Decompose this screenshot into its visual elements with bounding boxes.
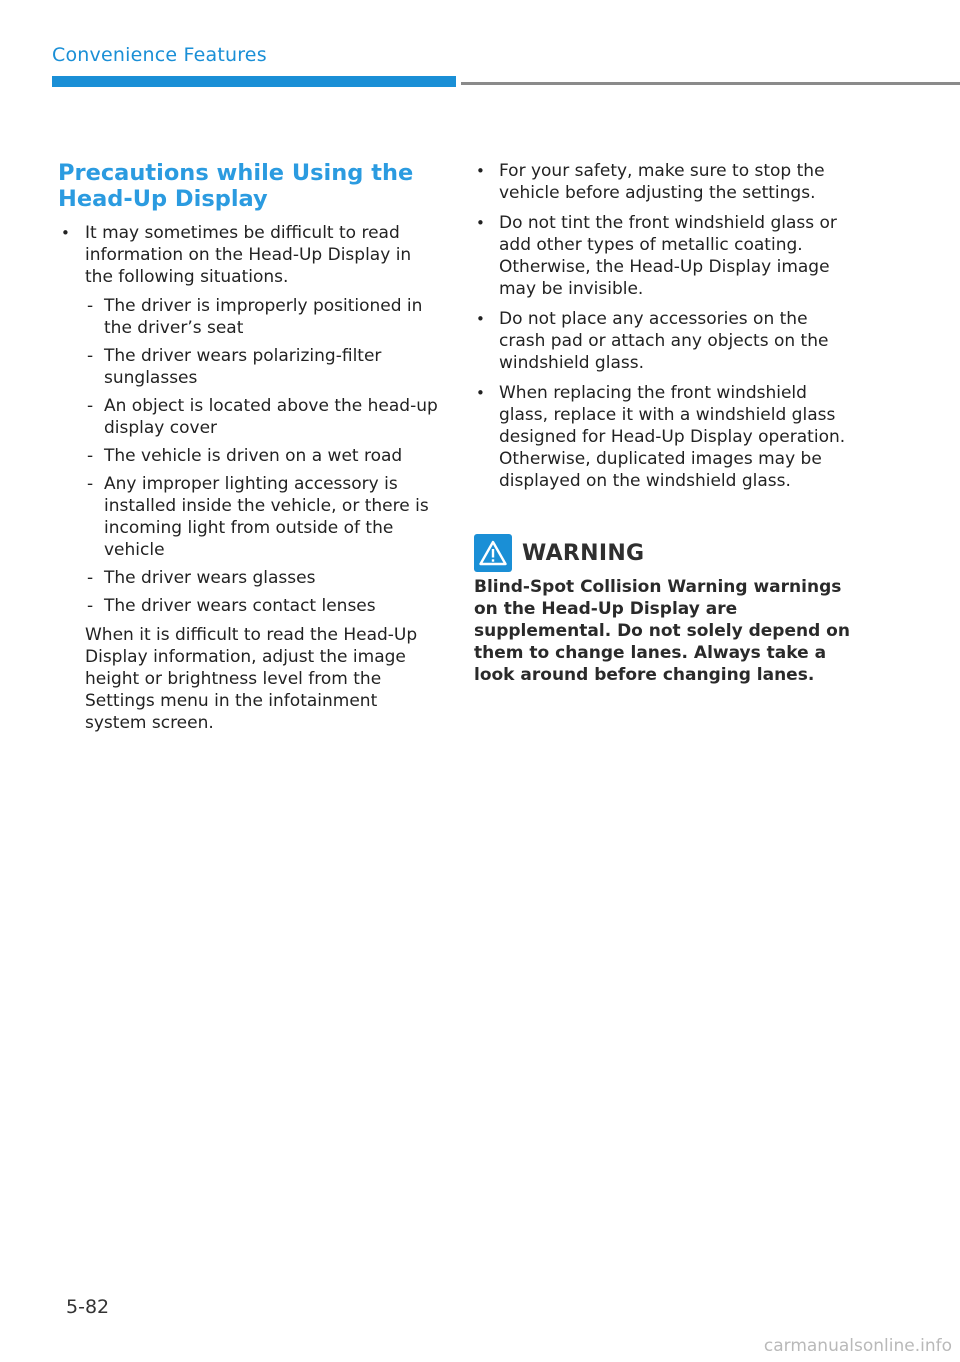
sub-list-item	[85, 345, 442, 389]
sub-item-text: Any improper lighting accessory is installed inside the vehicle, or there is incoming light from outside of the vehicle	[104, 474, 429, 560]
warning-triangle-icon	[474, 534, 512, 572]
sub-item-text: The driver wears polarizing-filter sunglasses	[104, 346, 382, 388]
dash-marker: -	[87, 446, 94, 466]
sub-item-text: The driver is improperly positioned in the driver’s seat	[104, 296, 423, 338]
sub-list-item	[85, 567, 442, 589]
warning-body: Blind-Spot Collision Warning warnings on the Head-Up Display are supplemental. Do not solely depend on them to change lanes. Always take a look around before changing lanes.	[474, 577, 850, 685]
left-column	[58, 160, 442, 741]
warning-label: WARNING	[522, 540, 645, 566]
bullet-marker: •	[476, 384, 485, 402]
sub-item-text: The vehicle is driven on a wet road	[104, 446, 403, 466]
list-item	[58, 222, 442, 734]
warning-header	[474, 534, 644, 572]
sub-item-text: An object is located above the head-up display cover	[104, 396, 438, 438]
sub-list-item	[85, 395, 442, 439]
dash-marker: -	[87, 474, 94, 494]
list-item	[474, 160, 858, 204]
section-heading: Precautions while Using the Head-Up Display	[58, 160, 414, 212]
section-header-title: Convenience Features	[52, 44, 267, 66]
sub-list-item	[85, 445, 442, 467]
sub-list-item	[85, 295, 442, 339]
header-accent-bar	[52, 76, 456, 87]
bullet-marker: •	[61, 224, 70, 242]
bullet-marker: •	[476, 162, 485, 180]
bullet-text: When replacing the front windshield glass, replace it with a windshield glass designed for Head-Up Display operation. Otherwise, duplicated images may be displayed on the windshield glass.	[499, 383, 846, 491]
dash-marker: -	[87, 568, 94, 588]
sub-list-item	[85, 595, 442, 617]
list-item	[474, 382, 858, 492]
sub-item-text: The driver wears glasses	[104, 568, 316, 588]
bullet-text: It may sometimes be difficult to read information on the Head-Up Display in the following situations.	[85, 223, 412, 287]
page-number: 5-82	[66, 1296, 110, 1318]
dash-marker: -	[87, 296, 94, 316]
sub-item-text: The driver wears contact lenses	[104, 596, 376, 616]
header-rule-line	[461, 82, 960, 85]
warning-triangle-glyph	[479, 540, 507, 566]
bullet-text: Do not place any accessories on the crash pad or attach any objects on the windshield glass.	[499, 309, 829, 373]
bullet-marker: •	[476, 214, 485, 232]
situations-sublist	[85, 295, 442, 617]
bullet-marker: •	[476, 310, 485, 328]
right-column	[474, 160, 858, 500]
precautions-list	[58, 222, 442, 734]
adjustment-note: When it is difficult to read the Head-Up Display information, adjust the image height or brightness level from the Settings menu in the infotainment system screen.	[85, 625, 418, 733]
sub-list-item	[85, 473, 442, 561]
bullet-text: Do not tint the front windshield glass or add other types of metallic coating. Otherwise, the Head-Up Display image may be invisible.	[499, 213, 837, 299]
dash-marker: -	[87, 396, 94, 416]
bullet-text: For your safety, make sure to stop the vehicle before adjusting the settings.	[499, 161, 825, 203]
list-item	[474, 308, 858, 374]
watermark: carmanualsonline.info	[763, 1336, 952, 1356]
dash-marker: -	[87, 346, 94, 366]
dash-marker: -	[87, 596, 94, 616]
list-item	[474, 212, 858, 300]
precautions-list-continued	[474, 160, 858, 492]
